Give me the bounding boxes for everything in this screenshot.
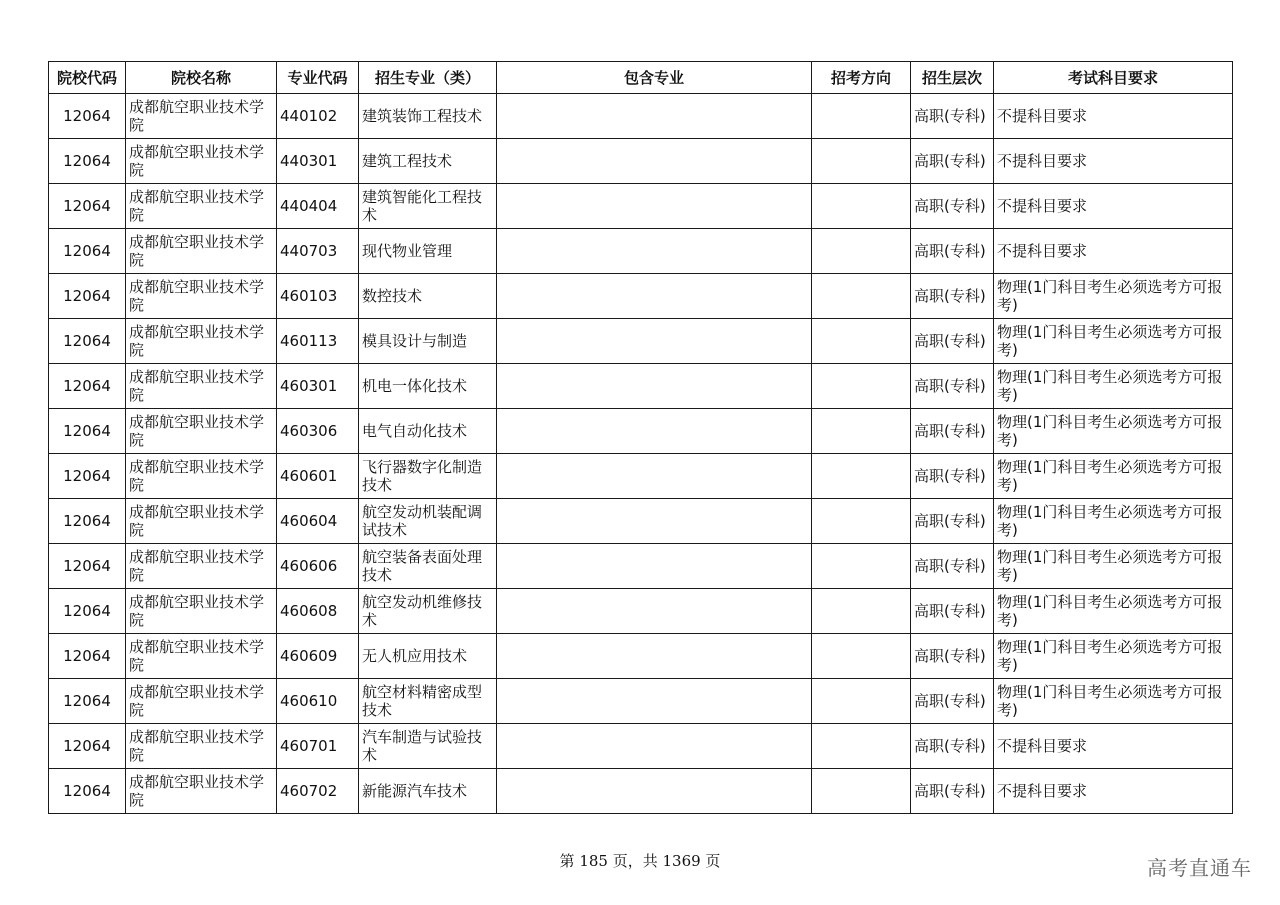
includes-cell (497, 634, 812, 679)
requirement-cell: 物理(1门科目考生必须选考方可报考) (994, 544, 1233, 589)
school-code-cell: 12064 (49, 499, 126, 544)
direction-cell (812, 274, 911, 319)
includes-cell (497, 544, 812, 589)
major-code-cell: 460103 (277, 274, 359, 319)
school-name-cell: 成都航空职业技术学院 (126, 274, 277, 319)
includes-cell (497, 409, 812, 454)
header-school-name: 院校名称 (126, 62, 277, 94)
school-code-cell: 12064 (49, 724, 126, 769)
major-cell: 新能源汽车技术 (359, 769, 497, 814)
school-name-cell: 成都航空职业技术学院 (126, 319, 277, 364)
major-code-cell: 460609 (277, 634, 359, 679)
admissions-table (48, 61, 1233, 814)
table-row (49, 94, 1233, 139)
school-code-cell: 12064 (49, 139, 126, 184)
major-cell: 建筑工程技术 (359, 139, 497, 184)
table-row (49, 229, 1233, 274)
includes-cell (497, 499, 812, 544)
level-cell: 高职(专科) (911, 679, 994, 724)
includes-cell (497, 139, 812, 184)
header-row (49, 62, 1233, 94)
table-row (49, 544, 1233, 589)
includes-cell (497, 769, 812, 814)
major-cell: 航空装备表面处理技术 (359, 544, 497, 589)
requirement-cell: 不提科目要求 (994, 94, 1233, 139)
level-cell: 高职(专科) (911, 544, 994, 589)
major-cell: 模具设计与制造 (359, 319, 497, 364)
includes-cell (497, 94, 812, 139)
includes-cell (497, 319, 812, 364)
major-cell: 飞行器数字化制造技术 (359, 454, 497, 499)
direction-cell (812, 499, 911, 544)
includes-cell (497, 724, 812, 769)
includes-cell (497, 454, 812, 499)
major-code-cell: 440301 (277, 139, 359, 184)
school-name-cell: 成都航空职业技术学院 (126, 229, 277, 274)
school-code-cell: 12064 (49, 589, 126, 634)
requirement-cell: 不提科目要求 (994, 769, 1233, 814)
school-name-cell: 成都航空职业技术学院 (126, 499, 277, 544)
level-cell: 高职(专科) (911, 769, 994, 814)
school-code-cell: 12064 (49, 409, 126, 454)
includes-cell (497, 229, 812, 274)
includes-cell (497, 679, 812, 724)
table-header (49, 62, 1233, 94)
level-cell: 高职(专科) (911, 274, 994, 319)
major-code-cell: 460702 (277, 769, 359, 814)
level-cell: 高职(专科) (911, 634, 994, 679)
requirement-cell: 不提科目要求 (994, 184, 1233, 229)
major-cell: 机电一体化技术 (359, 364, 497, 409)
major-cell: 航空材料精密成型技术 (359, 679, 497, 724)
school-code-cell: 12064 (49, 94, 126, 139)
school-code-cell: 12064 (49, 229, 126, 274)
direction-cell (812, 364, 911, 409)
direction-cell (812, 589, 911, 634)
direction-cell (812, 409, 911, 454)
includes-cell (497, 274, 812, 319)
school-code-cell: 12064 (49, 319, 126, 364)
school-code-cell: 12064 (49, 634, 126, 679)
requirement-cell: 物理(1门科目考生必须选考方可报考) (994, 364, 1233, 409)
school-code-cell: 12064 (49, 769, 126, 814)
direction-cell (812, 139, 911, 184)
school-name-cell: 成都航空职业技术学院 (126, 679, 277, 724)
table-row (49, 634, 1233, 679)
table-row (49, 364, 1233, 409)
table-row (49, 499, 1233, 544)
level-cell: 高职(专科) (911, 364, 994, 409)
major-code-cell: 440404 (277, 184, 359, 229)
level-cell: 高职(专科) (911, 184, 994, 229)
school-code-cell: 12064 (49, 274, 126, 319)
level-cell: 高职(专科) (911, 319, 994, 364)
requirement-cell: 物理(1门科目考生必须选考方可报考) (994, 634, 1233, 679)
header-requirement: 考试科目要求 (994, 62, 1233, 94)
page-footer: 第 185 页，共 1369 页 (559, 852, 721, 870)
requirement-cell: 不提科目要求 (994, 724, 1233, 769)
major-cell: 电气自动化技术 (359, 409, 497, 454)
watermark-text: 高考直通车 (1147, 856, 1252, 880)
level-cell: 高职(专科) (911, 724, 994, 769)
header-includes: 包含专业 (497, 62, 812, 94)
major-code-cell: 460608 (277, 589, 359, 634)
table-row (49, 679, 1233, 724)
requirement-cell: 物理(1门科目考生必须选考方可报考) (994, 319, 1233, 364)
direction-cell (812, 229, 911, 274)
requirement-cell: 物理(1门科目考生必须选考方可报考) (994, 274, 1233, 319)
school-name-cell: 成都航空职业技术学院 (126, 184, 277, 229)
school-name-cell: 成都航空职业技术学院 (126, 364, 277, 409)
requirement-cell: 物理(1门科目考生必须选考方可报考) (994, 409, 1233, 454)
requirement-cell: 物理(1门科目考生必须选考方可报考) (994, 679, 1233, 724)
table-row (49, 184, 1233, 229)
table-row (49, 454, 1233, 499)
requirement-cell: 不提科目要求 (994, 139, 1233, 184)
header-major-code: 专业代码 (277, 62, 359, 94)
level-cell: 高职(专科) (911, 589, 994, 634)
level-cell: 高职(专科) (911, 139, 994, 184)
major-code-cell: 460606 (277, 544, 359, 589)
school-name-cell: 成都航空职业技术学院 (126, 634, 277, 679)
major-code-cell: 440703 (277, 229, 359, 274)
direction-cell (812, 184, 911, 229)
major-cell: 无人机应用技术 (359, 634, 497, 679)
school-name-cell: 成都航空职业技术学院 (126, 454, 277, 499)
major-cell: 数控技术 (359, 274, 497, 319)
direction-cell (812, 544, 911, 589)
table-row (49, 319, 1233, 364)
header-school-code: 院校代码 (49, 62, 126, 94)
major-code-cell: 460601 (277, 454, 359, 499)
header-direction: 招考方向 (812, 62, 911, 94)
school-name-cell: 成都航空职业技术学院 (126, 94, 277, 139)
direction-cell (812, 724, 911, 769)
includes-cell (497, 184, 812, 229)
major-cell: 航空发动机装配调试技术 (359, 499, 497, 544)
table-row (49, 139, 1233, 184)
requirement-cell: 物理(1门科目考生必须选考方可报考) (994, 499, 1233, 544)
includes-cell (497, 364, 812, 409)
table-body (49, 94, 1233, 814)
requirement-cell: 不提科目要求 (994, 229, 1233, 274)
school-name-cell: 成都航空职业技术学院 (126, 589, 277, 634)
major-code-cell: 440102 (277, 94, 359, 139)
school-code-cell: 12064 (49, 364, 126, 409)
school-name-cell: 成都航空职业技术学院 (126, 544, 277, 589)
level-cell: 高职(专科) (911, 454, 994, 499)
major-cell: 建筑智能化工程技术 (359, 184, 497, 229)
level-cell: 高职(专科) (911, 229, 994, 274)
level-cell: 高职(专科) (911, 499, 994, 544)
school-name-cell: 成都航空职业技术学院 (126, 409, 277, 454)
direction-cell (812, 454, 911, 499)
major-cell: 汽车制造与试验技术 (359, 724, 497, 769)
direction-cell (812, 319, 911, 364)
major-code-cell: 460701 (277, 724, 359, 769)
level-cell: 高职(专科) (911, 94, 994, 139)
includes-cell (497, 589, 812, 634)
table-row (49, 769, 1233, 814)
table-row (49, 724, 1233, 769)
major-code-cell: 460113 (277, 319, 359, 364)
direction-cell (812, 634, 911, 679)
school-name-cell: 成都航空职业技术学院 (126, 139, 277, 184)
school-code-cell: 12064 (49, 454, 126, 499)
requirement-cell: 物理(1门科目考生必须选考方可报考) (994, 454, 1233, 499)
table-row (49, 409, 1233, 454)
direction-cell (812, 769, 911, 814)
school-name-cell: 成都航空职业技术学院 (126, 769, 277, 814)
major-cell: 建筑装饰工程技术 (359, 94, 497, 139)
direction-cell (812, 94, 911, 139)
requirement-cell: 物理(1门科目考生必须选考方可报考) (994, 589, 1233, 634)
direction-cell (812, 679, 911, 724)
table-row (49, 274, 1233, 319)
school-code-cell: 12064 (49, 679, 126, 724)
major-code-cell: 460301 (277, 364, 359, 409)
major-code-cell: 460306 (277, 409, 359, 454)
major-code-cell: 460610 (277, 679, 359, 724)
school-code-cell: 12064 (49, 544, 126, 589)
school-code-cell: 12064 (49, 184, 126, 229)
major-cell: 航空发动机维修技术 (359, 589, 497, 634)
header-level: 招生层次 (911, 62, 994, 94)
major-code-cell: 460604 (277, 499, 359, 544)
header-major: 招生专业（类） (359, 62, 497, 94)
school-name-cell: 成都航空职业技术学院 (126, 724, 277, 769)
table-row (49, 589, 1233, 634)
level-cell: 高职(专科) (911, 409, 994, 454)
major-cell: 现代物业管理 (359, 229, 497, 274)
